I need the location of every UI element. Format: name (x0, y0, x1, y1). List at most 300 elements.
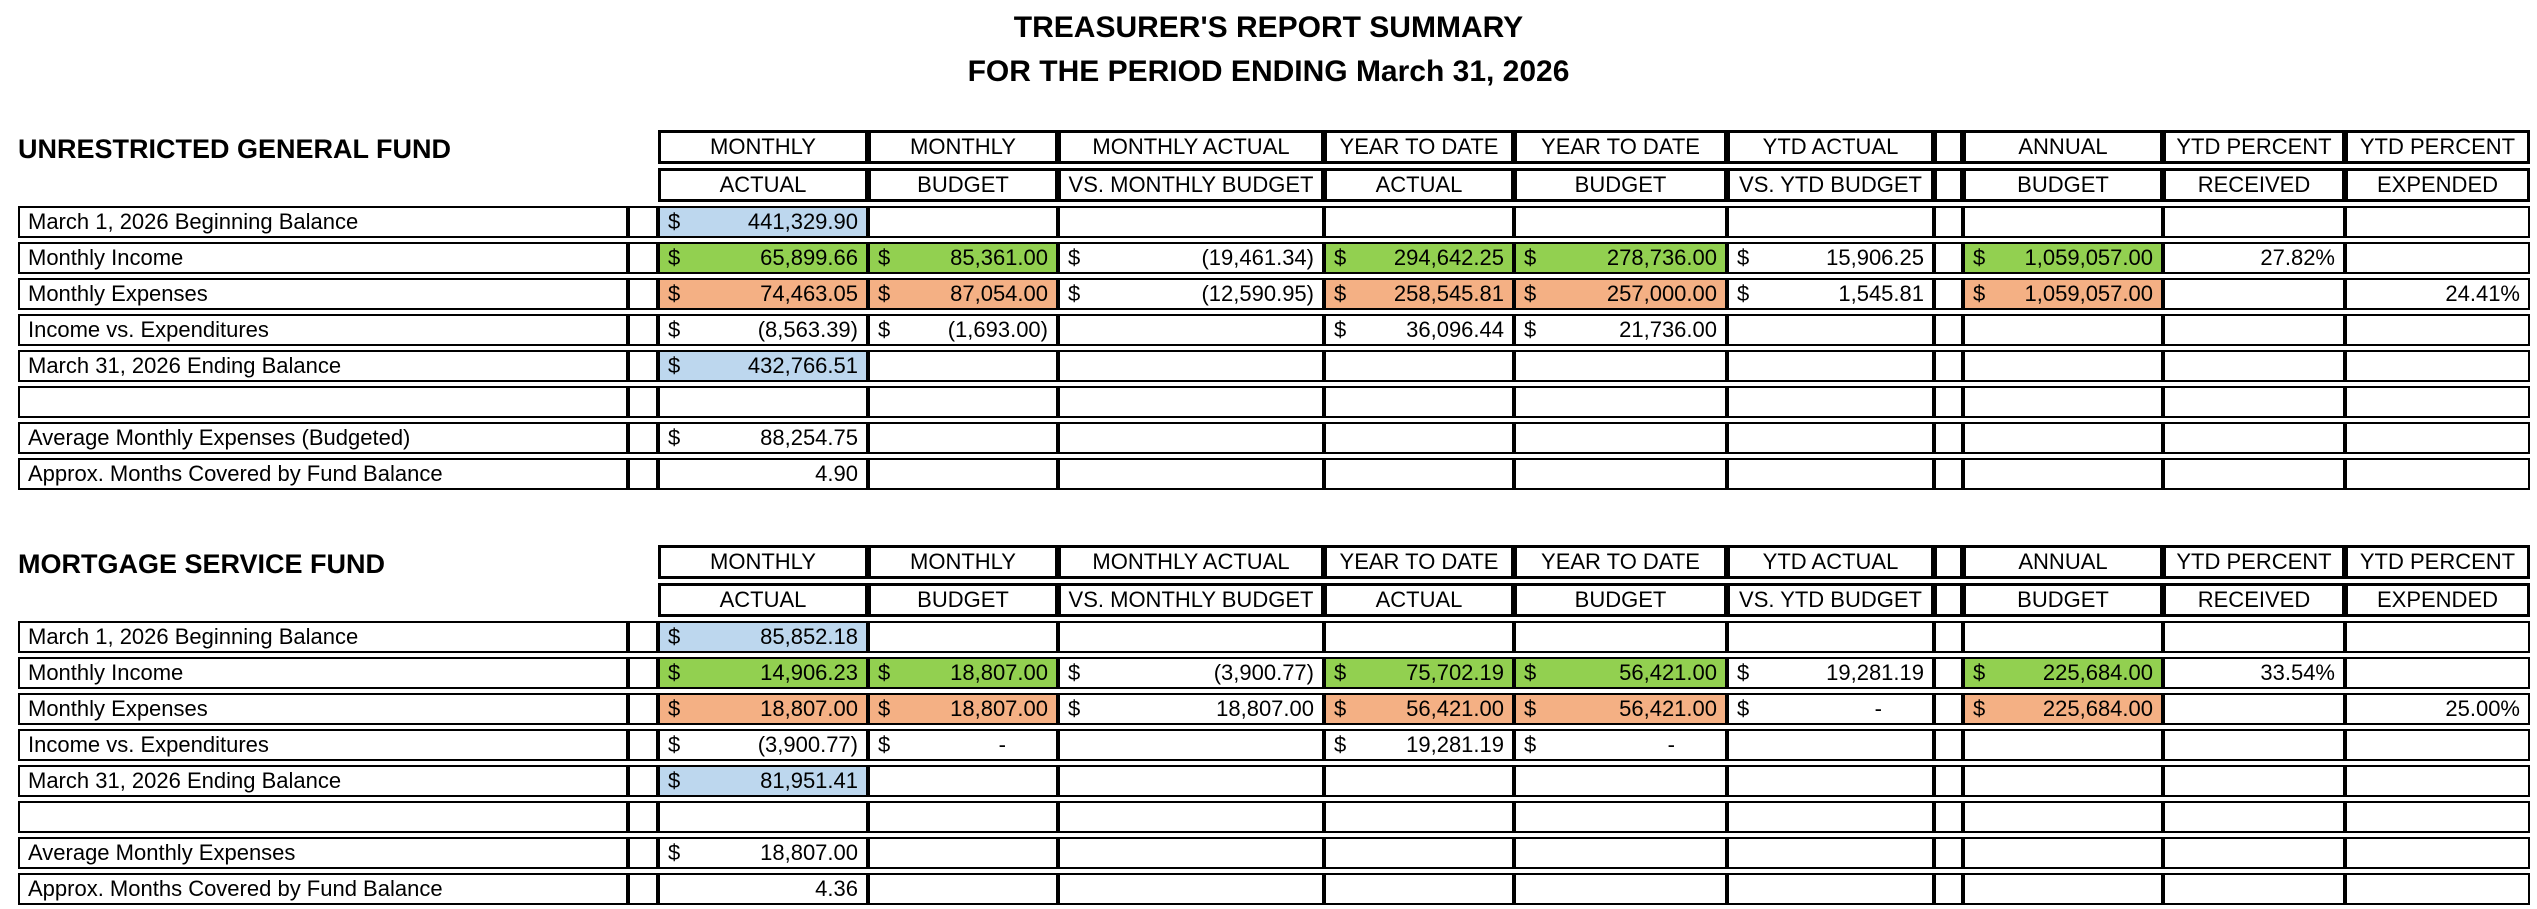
cell-value: - (998, 732, 1006, 757)
currency-symbol: $ (1524, 281, 1537, 306)
fund-section-title: UNRESTRICTED GENERAL FUND (18, 134, 452, 164)
row-spacer-cell (628, 350, 658, 382)
column-spacer-cell (1934, 837, 1963, 869)
value-cell (1058, 278, 1324, 310)
report-title-line2: FOR THE PERIOD ENDING March 31, 2026 (967, 55, 1570, 88)
cell-value: 4.90 (815, 461, 858, 486)
value-cell (2163, 422, 2345, 454)
fund-table-unrestricted-general (18, 130, 2530, 490)
value-cell (868, 278, 1058, 310)
value-cell (1963, 729, 2163, 761)
value-cell (1514, 621, 1727, 653)
value-cell (1514, 278, 1727, 310)
currency-symbol: $ (1973, 245, 1986, 270)
currency-symbol: $ (1524, 732, 1537, 757)
value-cell (1324, 386, 1514, 418)
value-cell (2163, 242, 2345, 274)
value-cell (1058, 873, 1324, 905)
value-cell (1324, 801, 1514, 833)
value-cell (658, 657, 868, 689)
column-header: BUDGET (1963, 168, 2163, 202)
cell-value: 65,899.66 (760, 245, 858, 270)
fund-table-mortgage-service (18, 545, 2530, 905)
value-cell (1324, 242, 1514, 274)
value-cell (658, 422, 868, 454)
value-cell (1963, 801, 2163, 833)
column-header: ANNUAL (1963, 545, 2163, 579)
value-cell (658, 458, 868, 490)
cell-value: 33.54% (2260, 660, 2335, 685)
value-cell (868, 837, 1058, 869)
column-header: EXPENDED (2345, 583, 2530, 617)
value-cell (1514, 314, 1727, 346)
cell-value: 225,684.00 (2042, 696, 2153, 721)
column-header: YEAR TO DATE (1324, 130, 1514, 164)
value-cell (2345, 657, 2530, 689)
cell-value: (12,590.95) (1201, 281, 1314, 306)
value-cell (1058, 350, 1324, 382)
value-cell (2345, 242, 2530, 274)
cell-value: 24.41% (2445, 281, 2520, 306)
value-cell (1963, 206, 2163, 238)
value-cell (2345, 314, 2530, 346)
value-cell (868, 386, 1058, 418)
currency-symbol: $ (668, 696, 681, 721)
cell-value: 18,807.00 (950, 696, 1048, 721)
row-label: Monthly Income (18, 657, 628, 689)
currency-symbol: $ (1068, 281, 1081, 306)
column-header: ACTUAL (658, 583, 868, 617)
column-spacer-cell (1934, 242, 1963, 274)
value-cell (1324, 206, 1514, 238)
column-spacer-cell (1934, 801, 1963, 833)
value-cell (868, 350, 1058, 382)
value-cell (2345, 873, 2530, 905)
row-label (18, 801, 628, 833)
value-cell (1727, 873, 1934, 905)
value-cell (658, 206, 868, 238)
value-cell (658, 350, 868, 382)
currency-symbol: $ (668, 660, 681, 685)
currency-symbol: $ (878, 732, 891, 757)
value-cell (1727, 206, 1934, 238)
cell-value: 257,000.00 (1606, 281, 1717, 306)
header-spacer-cell (1934, 583, 1963, 617)
cell-value: 14,906.23 (760, 660, 858, 685)
value-cell (2345, 386, 2530, 418)
row-label: March 31, 2026 Ending Balance (18, 350, 628, 382)
value-cell (1514, 422, 1727, 454)
cell-value: 1,059,057.00 (2024, 245, 2153, 270)
value-cell (1058, 729, 1324, 761)
value-cell (2163, 458, 2345, 490)
currency-symbol: $ (1334, 660, 1347, 685)
value-cell (1058, 386, 1324, 418)
cell-value: 56,421.00 (1406, 696, 1504, 721)
value-cell (1324, 422, 1514, 454)
currency-symbol: $ (1334, 317, 1347, 342)
row-spacer-cell (628, 801, 658, 833)
cell-value: 18,807.00 (1216, 696, 1314, 721)
value-cell (1727, 801, 1934, 833)
column-header: VS. MONTHLY BUDGET (1058, 583, 1324, 617)
value-cell (868, 729, 1058, 761)
report-title (0, 0, 2537, 94)
row-spacer-cell (628, 621, 658, 653)
cell-value: 18,807.00 (760, 840, 858, 865)
column-header: MONTHLY (868, 545, 1058, 579)
cell-value: 441,329.90 (747, 209, 858, 234)
cell-value: (1,693.00) (947, 317, 1048, 342)
value-cell (1058, 621, 1324, 653)
column-header: YTD PERCENT (2345, 130, 2530, 164)
value-cell (2345, 621, 2530, 653)
column-header: BUDGET (868, 583, 1058, 617)
header-spacer-cell (1934, 168, 1963, 202)
cell-value: 258,545.81 (1393, 281, 1504, 306)
cell-value: 21,736.00 (1619, 317, 1717, 342)
row-label: Monthly Expenses (18, 278, 628, 310)
value-cell (868, 657, 1058, 689)
column-header: YEAR TO DATE (1324, 545, 1514, 579)
column-header: RECEIVED (2163, 168, 2345, 202)
cell-value: 85,361.00 (950, 245, 1048, 270)
value-cell (868, 873, 1058, 905)
column-header: BUDGET (1514, 168, 1727, 202)
value-cell (2345, 206, 2530, 238)
value-cell (1324, 458, 1514, 490)
value-cell (1727, 693, 1934, 725)
row-spacer-cell (628, 837, 658, 869)
value-cell (658, 729, 868, 761)
value-cell (1514, 458, 1727, 490)
value-cell (1324, 729, 1514, 761)
cell-value: 18,807.00 (760, 696, 858, 721)
value-cell (2163, 693, 2345, 725)
column-spacer-cell (1934, 621, 1963, 653)
value-cell (1514, 873, 1727, 905)
cell-value: 56,421.00 (1619, 696, 1717, 721)
currency-symbol: $ (878, 660, 891, 685)
value-cell (2163, 350, 2345, 382)
value-cell (1727, 242, 1934, 274)
column-header: RECEIVED (2163, 583, 2345, 617)
cell-value: 15,906.25 (1826, 245, 1924, 270)
currency-symbol: $ (1524, 660, 1537, 685)
cell-value: 85,852.18 (760, 624, 858, 649)
cell-value: 19,281.19 (1406, 732, 1504, 757)
value-cell (1514, 206, 1727, 238)
currency-symbol: $ (668, 353, 681, 378)
value-cell (1514, 729, 1727, 761)
currency-symbol: $ (1973, 281, 1986, 306)
value-cell (1727, 314, 1934, 346)
value-cell (1727, 837, 1934, 869)
value-cell (1324, 693, 1514, 725)
column-header: YTD ACTUAL (1727, 545, 1934, 579)
row-label: March 31, 2026 Ending Balance (18, 765, 628, 797)
value-cell (1514, 657, 1727, 689)
column-spacer-cell (1934, 765, 1963, 797)
currency-symbol: $ (668, 624, 681, 649)
value-cell (1514, 350, 1727, 382)
cell-value: (3,900.77) (757, 732, 858, 757)
cell-value: (19,461.34) (1201, 245, 1314, 270)
row-spacer-cell (628, 386, 658, 418)
value-cell (2163, 729, 2345, 761)
column-spacer-cell (1934, 314, 1963, 346)
row-label: March 1, 2026 Beginning Balance (18, 206, 628, 238)
value-cell (2345, 729, 2530, 761)
column-header: YTD ACTUAL (1727, 130, 1934, 164)
value-cell (1727, 765, 1934, 797)
cell-value: 74,463.05 (760, 281, 858, 306)
value-cell (658, 314, 868, 346)
row-spacer-cell (628, 278, 658, 310)
cell-value: 19,281.19 (1826, 660, 1924, 685)
currency-symbol: $ (1973, 660, 1986, 685)
currency-symbol: $ (668, 209, 681, 234)
value-cell (1514, 801, 1727, 833)
value-cell (1058, 458, 1324, 490)
value-cell (2163, 801, 2345, 833)
value-cell (2345, 278, 2530, 310)
value-cell (1324, 278, 1514, 310)
cell-value: 4.36 (815, 876, 858, 901)
value-cell (2163, 837, 2345, 869)
value-cell (1963, 278, 2163, 310)
column-header: YEAR TO DATE (1514, 545, 1727, 579)
fund-section-title: MORTGAGE SERVICE FUND (18, 549, 386, 579)
row-spacer-cell (628, 314, 658, 346)
cell-value: (3,900.77) (1213, 660, 1314, 685)
row-label (18, 386, 628, 418)
value-cell (658, 837, 868, 869)
value-cell (868, 693, 1058, 725)
column-header: ANNUAL (1963, 130, 2163, 164)
row-spacer-cell (628, 765, 658, 797)
column-header: MONTHLY (868, 130, 1058, 164)
value-cell (2345, 837, 2530, 869)
column-spacer-cell (1934, 458, 1963, 490)
value-cell (2163, 314, 2345, 346)
currency-symbol: $ (1334, 696, 1347, 721)
value-cell (658, 765, 868, 797)
column-spacer-cell (1934, 873, 1963, 905)
value-cell (1324, 621, 1514, 653)
header-spacer-cell (1934, 130, 1963, 164)
cell-value: 294,642.25 (1393, 245, 1504, 270)
value-cell (658, 693, 868, 725)
currency-symbol: $ (668, 317, 681, 342)
currency-symbol: $ (1068, 696, 1081, 721)
column-header: MONTHLY ACTUAL (1058, 130, 1324, 164)
column-header: VS. YTD BUDGET (1727, 168, 1934, 202)
value-cell (1963, 621, 2163, 653)
currency-symbol: $ (1737, 281, 1750, 306)
value-cell (1058, 242, 1324, 274)
column-header: VS. YTD BUDGET (1727, 583, 1934, 617)
value-cell (1727, 278, 1934, 310)
value-cell (2163, 386, 2345, 418)
header-spacer-cell (1934, 545, 1963, 579)
column-header: BUDGET (1514, 583, 1727, 617)
value-cell (868, 458, 1058, 490)
value-cell (1324, 314, 1514, 346)
currency-symbol: $ (1068, 660, 1081, 685)
currency-symbol: $ (878, 281, 891, 306)
value-cell (1058, 422, 1324, 454)
value-cell (1963, 350, 2163, 382)
value-cell (658, 386, 868, 418)
value-cell (1514, 242, 1727, 274)
currency-symbol: $ (668, 245, 681, 270)
row-label: Approx. Months Covered by Fund Balance (18, 458, 628, 490)
currency-symbol: $ (668, 768, 681, 793)
currency-symbol: $ (668, 281, 681, 306)
row-spacer-cell (628, 657, 658, 689)
currency-symbol: $ (1524, 696, 1537, 721)
column-header: MONTHLY (658, 545, 868, 579)
row-spacer-cell (628, 242, 658, 274)
currency-symbol: $ (878, 245, 891, 270)
currency-symbol: $ (1524, 245, 1537, 270)
value-cell (1963, 242, 2163, 274)
column-header: BUDGET (868, 168, 1058, 202)
value-cell (658, 801, 868, 833)
value-cell (1727, 386, 1934, 418)
row-label: Average Monthly Expenses (Budgeted) (18, 422, 628, 454)
column-spacer-cell (1934, 386, 1963, 418)
row-spacer-cell (628, 206, 658, 238)
column-header: YTD PERCENT (2345, 545, 2530, 579)
value-cell (2345, 801, 2530, 833)
currency-symbol: $ (1334, 732, 1347, 757)
row-spacer-cell (628, 458, 658, 490)
value-cell (1963, 458, 2163, 490)
value-cell (868, 314, 1058, 346)
value-cell (2163, 278, 2345, 310)
row-label: Approx. Months Covered by Fund Balance (18, 873, 628, 905)
cell-value: 81,951.41 (760, 768, 858, 793)
value-cell (658, 621, 868, 653)
column-header: ACTUAL (1324, 583, 1514, 617)
currency-symbol: $ (878, 317, 891, 342)
value-cell (2163, 621, 2345, 653)
column-spacer-cell (1934, 422, 1963, 454)
value-cell (658, 873, 868, 905)
currency-symbol: $ (668, 732, 681, 757)
value-cell (1324, 350, 1514, 382)
cell-value: 88,254.75 (760, 425, 858, 450)
value-cell (2345, 422, 2530, 454)
column-spacer-cell (1934, 657, 1963, 689)
column-spacer-cell (1934, 350, 1963, 382)
value-cell (2345, 693, 2530, 725)
column-header: YEAR TO DATE (1514, 130, 1727, 164)
column-spacer-cell (1934, 278, 1963, 310)
column-header: MONTHLY ACTUAL (1058, 545, 1324, 579)
value-cell (868, 801, 1058, 833)
currency-symbol: $ (1334, 245, 1347, 270)
currency-symbol: $ (1973, 696, 1986, 721)
row-spacer-cell (628, 873, 658, 905)
value-cell (1963, 422, 2163, 454)
value-cell (1727, 458, 1934, 490)
value-cell (1727, 621, 1934, 653)
value-cell (2163, 657, 2345, 689)
row-label: Monthly Income (18, 242, 628, 274)
value-cell (868, 242, 1058, 274)
report-body (18, 130, 2530, 905)
column-header: BUDGET (1963, 583, 2163, 617)
cell-value: 87,054.00 (950, 281, 1048, 306)
value-cell (2163, 873, 2345, 905)
value-cell (1963, 765, 2163, 797)
column-header: MONTHLY (658, 130, 868, 164)
value-cell (1514, 765, 1727, 797)
row-label: Income vs. Expenditures (18, 314, 628, 346)
value-cell (1727, 657, 1934, 689)
cell-value: 278,736.00 (1606, 245, 1717, 270)
column-spacer-cell (1934, 693, 1963, 725)
value-cell (1058, 837, 1324, 869)
value-cell (2345, 765, 2530, 797)
column-header: YTD PERCENT (2163, 545, 2345, 579)
value-cell (2163, 765, 2345, 797)
value-cell (1514, 386, 1727, 418)
value-cell (1058, 765, 1324, 797)
cell-value: 27.82% (2260, 245, 2335, 270)
currency-symbol: $ (878, 696, 891, 721)
value-cell (868, 765, 1058, 797)
cell-value: 25.00% (2445, 696, 2520, 721)
value-cell (1058, 314, 1324, 346)
currency-symbol: $ (1334, 281, 1347, 306)
value-cell (868, 422, 1058, 454)
currency-symbol: $ (1068, 245, 1081, 270)
row-spacer-cell (628, 693, 658, 725)
cell-value: 1,059,057.00 (2024, 281, 2153, 306)
value-cell (1963, 657, 2163, 689)
column-spacer-cell (1934, 206, 1963, 238)
value-cell (1963, 837, 2163, 869)
value-cell (868, 206, 1058, 238)
value-cell (1963, 386, 2163, 418)
currency-symbol: $ (1737, 696, 1750, 721)
value-cell (1727, 729, 1934, 761)
row-label: Monthly Expenses (18, 693, 628, 725)
currency-symbol: $ (1737, 245, 1750, 270)
cell-value: - (1874, 696, 1882, 721)
value-cell (1058, 206, 1324, 238)
value-cell (1514, 837, 1727, 869)
currency-symbol: $ (668, 840, 681, 865)
value-cell (1324, 765, 1514, 797)
column-header: VS. MONTHLY BUDGET (1058, 168, 1324, 202)
value-cell (2345, 458, 2530, 490)
value-cell (2163, 206, 2345, 238)
currency-symbol: $ (1737, 660, 1750, 685)
row-spacer-cell (628, 729, 658, 761)
column-header: ACTUAL (658, 168, 868, 202)
value-cell (868, 621, 1058, 653)
value-cell (1058, 801, 1324, 833)
value-cell (1324, 873, 1514, 905)
column-spacer-cell (1934, 729, 1963, 761)
cell-value: 432,766.51 (747, 353, 858, 378)
cell-value: 18,807.00 (950, 660, 1048, 685)
